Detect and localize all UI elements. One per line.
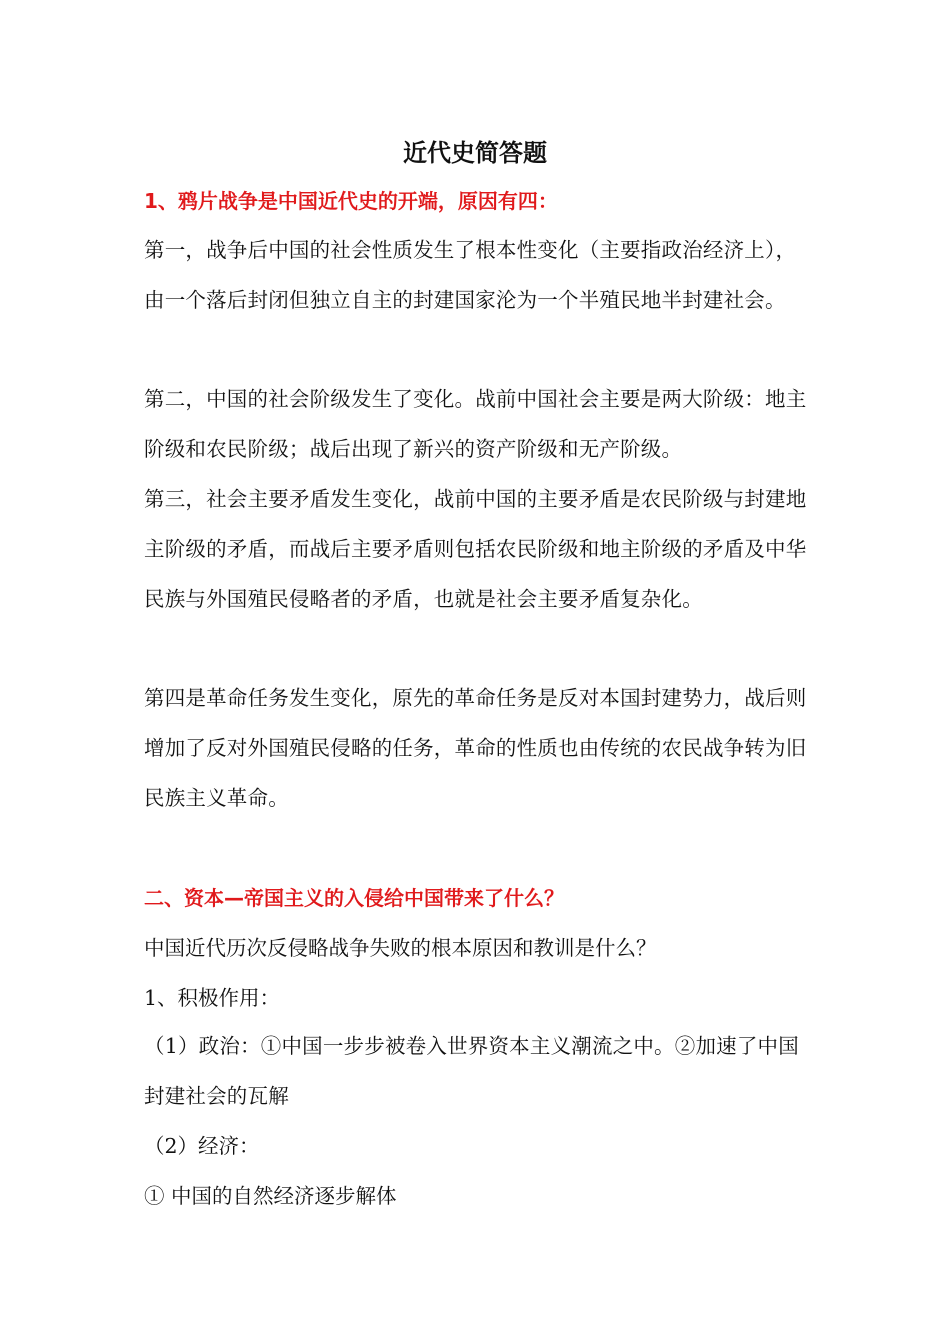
section-1-heading: 1、鸦片战争是中国近代史的开端，原因有四： xyxy=(144,189,558,213)
section-2-item-3: （2）经济： xyxy=(144,1134,260,1158)
section-1-paragraph-1: 第一，战争后中国的社会性质发生了根本性变化（主要指政治经济上），由一个落后封闭但独立自主的封建国家沦为一个半殖民地半封建社会。 xyxy=(144,238,797,312)
section-1-paragraph-3: 第三，社会主要矛盾发生变化，战前中国的主要矛盾是农民阶级与封建地主阶级的矛盾，而战后主要矛盾则包括农民阶级和地主阶级的矛盾及中华民族与外国殖民侵略者的矛盾，也就是社会主要矛盾复杂化。 xyxy=(144,487,807,611)
section-2-item-1: 1、积极作用： xyxy=(144,986,281,1010)
section-1-paragraph-4: 第四是革命任务发生变化，原先的革命任务是反对本国封建势力，战后则增加了反对外国殖民侵略的任务，革命的性质也由传统的农民战争转为旧民族主义革命。 xyxy=(144,686,807,810)
page-title: 近代史简答题 xyxy=(403,139,547,167)
section-2-item-4: ① 中国的自然经济逐步解体 xyxy=(144,1184,397,1208)
section-2-heading: 二、资本—帝国主义的入侵给中国带来了什么？ xyxy=(144,886,564,910)
section-1-paragraph-2: 第二，中国的社会阶级发生了变化。战前中国社会主要是两大阶级：地主阶级和农民阶级；战后出现了新兴的资产阶级和无产阶级。 xyxy=(144,387,807,461)
section-2-item-2: （1）政治：①中国一步步被卷入世界资本主义潮流之中。②加速了中国封建社会的瓦解 xyxy=(144,1034,799,1108)
section-2-question: 中国近代历次反侵略战争失败的根本原因和教训是什么？ xyxy=(144,936,657,960)
